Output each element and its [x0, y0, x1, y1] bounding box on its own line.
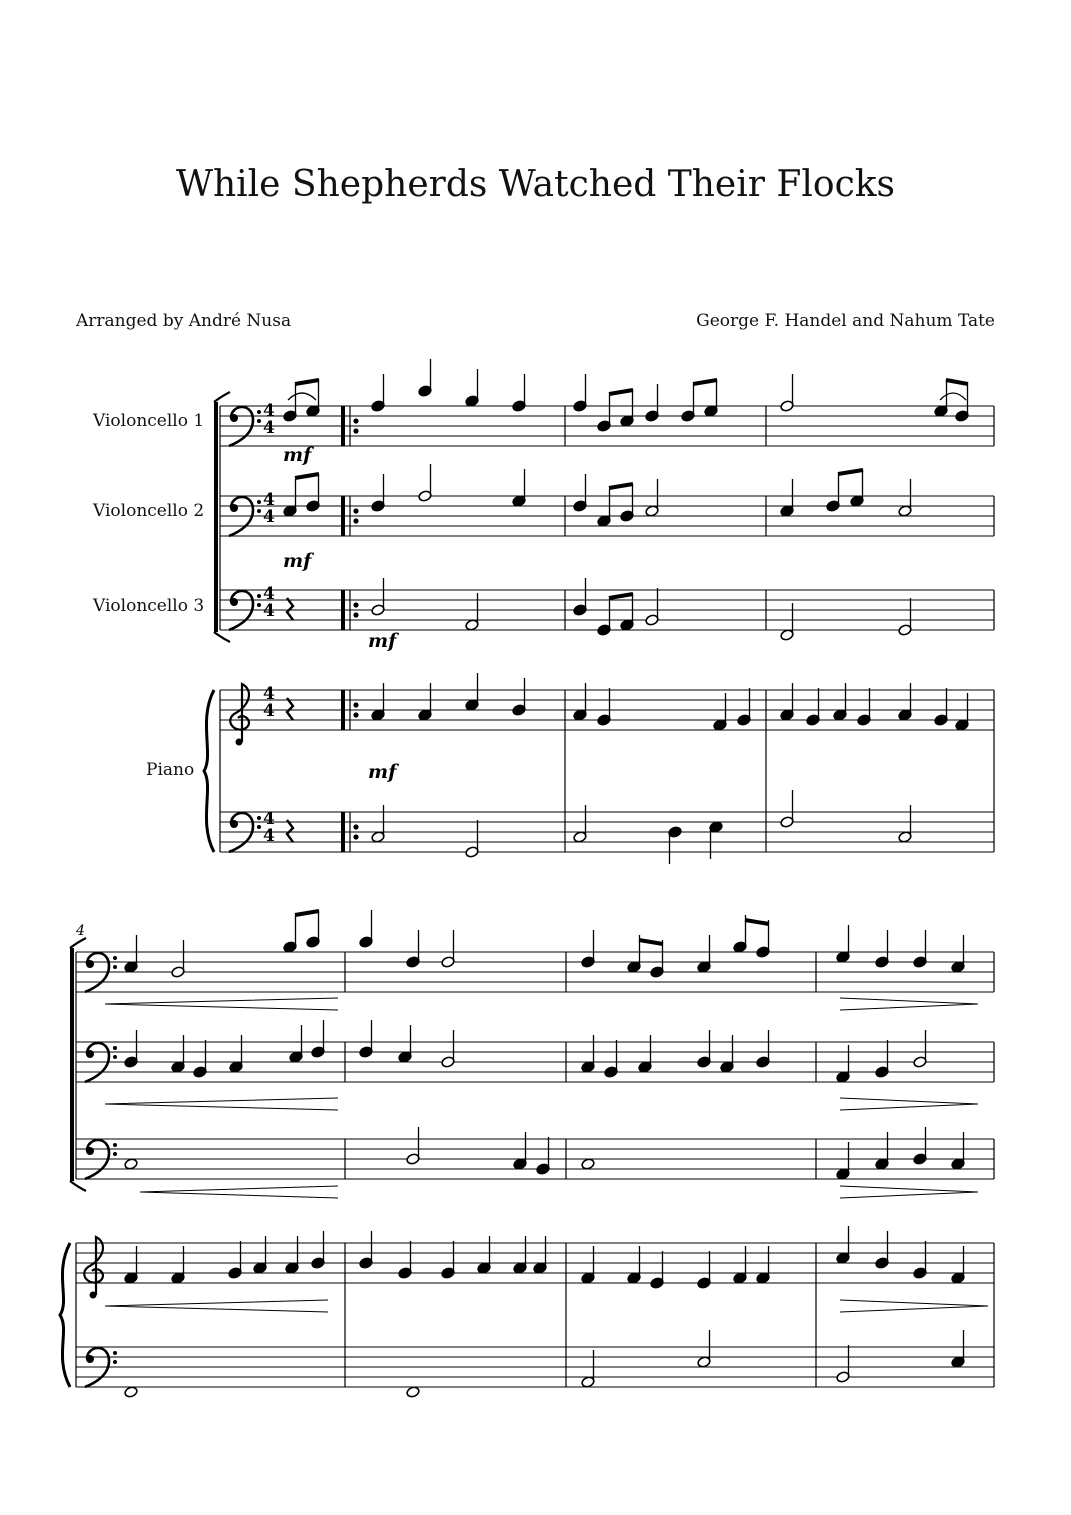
repeat-dot: [354, 419, 358, 423]
crescendo-hairpin: [105, 998, 338, 1010]
decrescendo-hairpin: [840, 998, 978, 1010]
slur: [288, 393, 316, 400]
bracket-hook: [214, 632, 230, 642]
quarter-rest-icon: [287, 698, 293, 720]
decrescendo-hairpin: [840, 1300, 988, 1312]
slur: [940, 393, 966, 400]
time-sig-numerator: 4: [263, 809, 275, 829]
note-beam: [295, 380, 319, 384]
brackets: [60, 392, 230, 1387]
time-sig-denominator: 4: [263, 826, 275, 846]
note-beam: [609, 594, 633, 598]
dynamic-marking: mf: [283, 550, 312, 572]
dynamic-marking: mf: [368, 630, 397, 652]
repeat-dot: [354, 703, 358, 707]
quarter-rest-icon: [287, 598, 293, 620]
decrescendo-hairpin: [840, 1186, 978, 1198]
note-beam: [838, 470, 863, 474]
repeat-dot: [354, 429, 358, 433]
repeat-dot: [354, 509, 358, 513]
time-sig-numerator: 4: [263, 584, 275, 604]
crescendo-hairpin: [105, 1300, 328, 1312]
note-head: [581, 1158, 595, 1170]
repeat-dot: [354, 519, 358, 523]
decrescendo-hairpin: [840, 1098, 978, 1110]
time-sig-numerator: 4: [263, 490, 275, 510]
note-beam: [693, 380, 717, 384]
composer-credit: George F. Handel and Nahum Tate: [696, 311, 995, 331]
note-head: [406, 1386, 420, 1398]
note-beam: [745, 920, 769, 924]
note-beam: [609, 484, 633, 488]
time-sig-denominator: 4: [263, 418, 275, 438]
treble-clef-icon: [84, 1237, 103, 1299]
score-title: While Shepherds Watched Their Flocks: [175, 164, 896, 205]
notes: [124, 359, 969, 1398]
instrument-label-cello-3: Violoncello 3: [93, 596, 205, 616]
time-sig-numerator: 4: [263, 684, 275, 704]
bracket-hook: [70, 1181, 86, 1191]
time-sig-denominator: 4: [263, 507, 275, 527]
note-head: [124, 1158, 138, 1170]
crescendo-hairpin: [140, 1186, 338, 1198]
arranger-credit: Arranged by André Nusa: [76, 311, 292, 331]
note-beam: [295, 911, 319, 915]
instrument-label-cello-1: Violoncello 1: [93, 411, 205, 431]
repeat-dot: [354, 613, 358, 617]
measure-number: 4: [76, 923, 85, 939]
clefs: [84, 407, 261, 1387]
staff-lines: [76, 406, 994, 1387]
bracket-hook: [70, 938, 86, 948]
hairpins: [105, 998, 988, 1312]
piano-brace: [60, 1243, 70, 1387]
barlines: [76, 406, 994, 1387]
repeat-dot: [354, 825, 358, 829]
note-beam: [639, 940, 663, 944]
repeat-dot: [354, 603, 358, 607]
note-head: [124, 1386, 138, 1398]
note-beam: [609, 390, 633, 394]
time-sig-numerator: 4: [263, 401, 275, 421]
piano-brace: [204, 690, 214, 852]
dynamic-marking: mf: [283, 444, 312, 466]
quarter-rest-icon: [287, 820, 293, 842]
time-sig-denominator: 4: [263, 601, 275, 621]
time-sig-denominator: 4: [263, 701, 275, 721]
dynamic-marking: mf: [368, 761, 397, 783]
note-beam: [946, 380, 968, 384]
instrument-label-piano: Piano: [146, 760, 195, 780]
bracket-hook: [214, 392, 230, 402]
repeat-dot: [354, 835, 358, 839]
repeat-dot: [354, 713, 358, 717]
crescendo-hairpin: [105, 1098, 338, 1110]
treble-clef-icon: [230, 684, 249, 746]
note-beam: [295, 474, 319, 478]
instrument-label-cello-2: Violoncello 2: [93, 501, 205, 521]
